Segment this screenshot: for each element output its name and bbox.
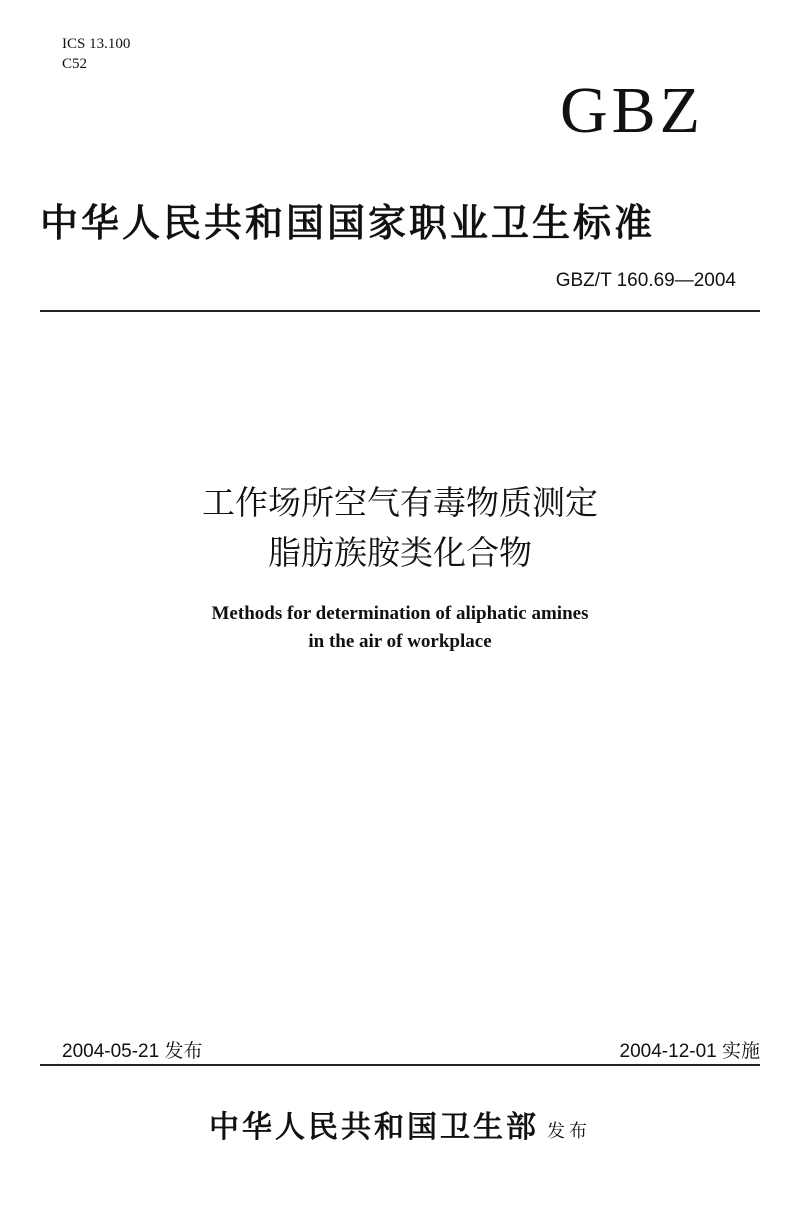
document-title-english bbox=[0, 600, 800, 656]
standard-category-title: 中华人民共和国国家职业卫生标准 bbox=[40, 200, 656, 245]
issuing-authority bbox=[0, 1102, 800, 1146]
issuer-name: 中华人民共和国卫生部 bbox=[209, 1110, 539, 1145]
implementation-date: 2004-12-01 实施 bbox=[619, 1041, 760, 1062]
ics-classification bbox=[62, 34, 130, 74]
ics-code: ICS 13.100 bbox=[62, 36, 131, 52]
issuer-suffix: 发布 bbox=[547, 1121, 591, 1142]
ccs-code: C52 bbox=[62, 56, 88, 72]
title-en-line2: in the air of workplace bbox=[308, 631, 492, 652]
title-en-line1: Methods for determination of aliphatic amines bbox=[211, 603, 589, 624]
title-cn-line2: 脂肪族胺类化合物 bbox=[268, 533, 532, 572]
gbz-logo: GBZ bbox=[560, 74, 704, 147]
footer-divider bbox=[40, 1064, 760, 1066]
title-cn-line1: 工作场所空气有毒物质测定 bbox=[202, 483, 598, 522]
standard-number: GBZ/T 160.69—2004 bbox=[555, 270, 736, 291]
document-title-chinese bbox=[0, 478, 800, 578]
publish-date: 2004-05-21 发布 bbox=[62, 1041, 203, 1062]
header-divider bbox=[40, 310, 760, 312]
